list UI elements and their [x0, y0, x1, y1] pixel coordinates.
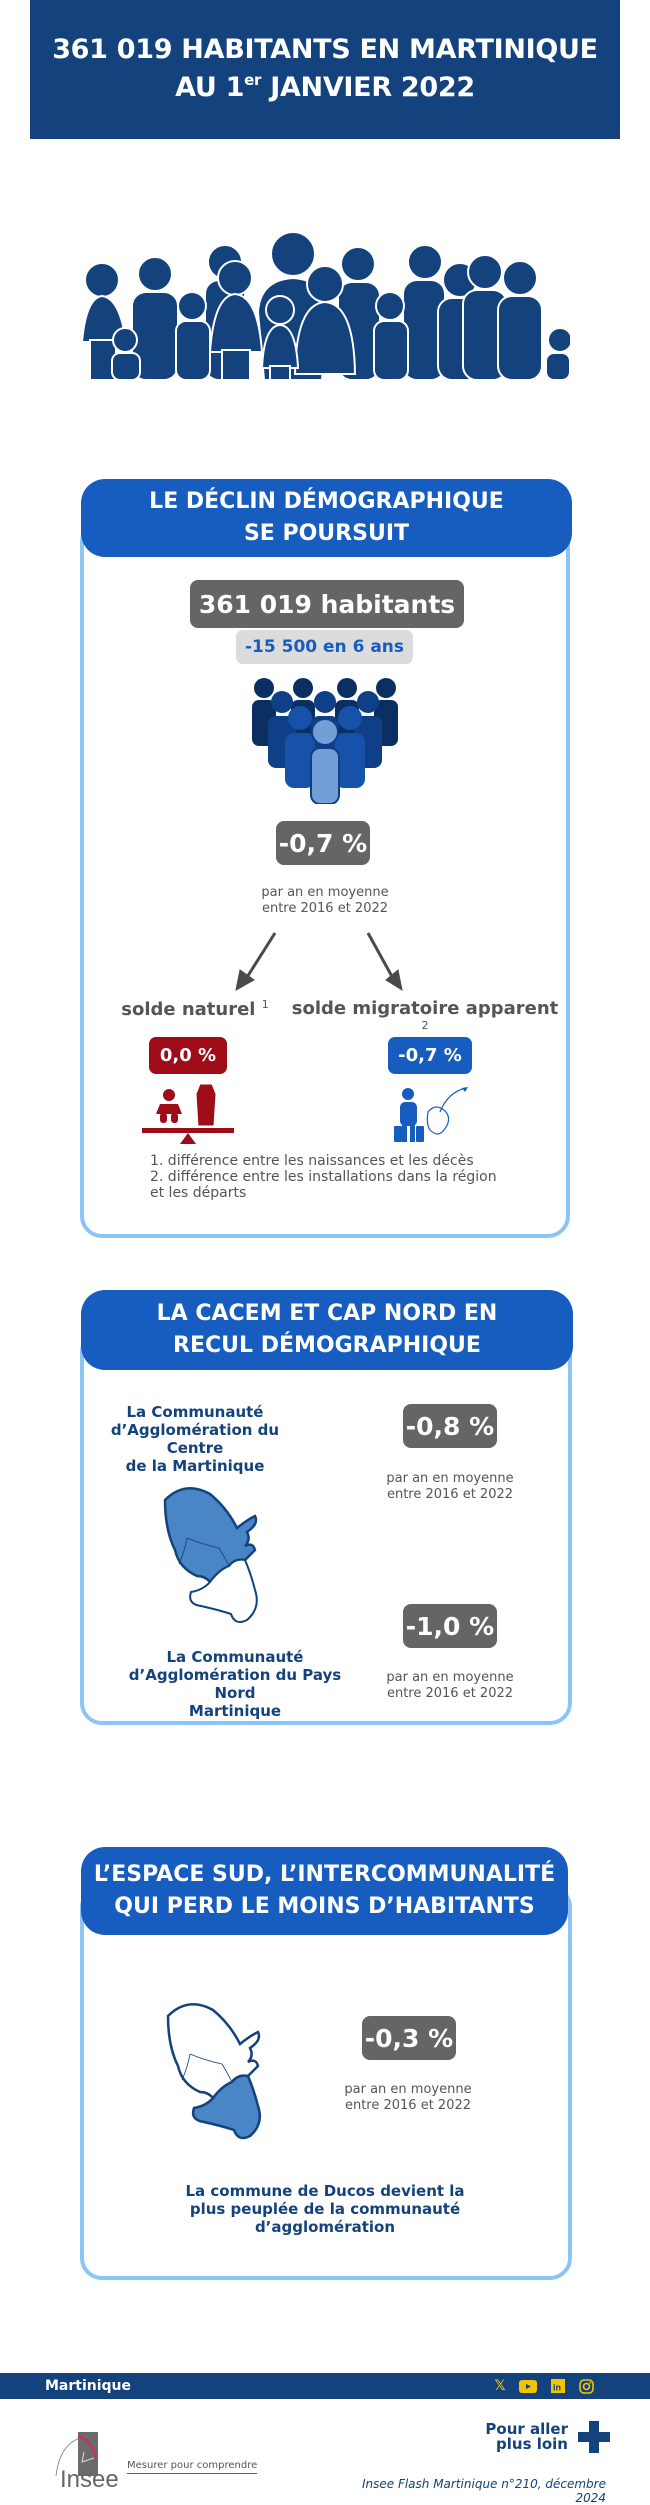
population-change-badge: -15 500 en 6 ans [236, 630, 413, 664]
cacem-rate-badge: -0,8 % [403, 1404, 497, 1448]
insee-tagline: Mesurer pour comprendre [127, 2460, 257, 2474]
youtube-icon[interactable] [519, 2377, 537, 2395]
espace-sud-rate-badge: -0,3 % [362, 2016, 456, 2060]
page-title-line1: 361 019 HABITANTS EN MARTINIQUE [52, 34, 598, 65]
insee-logo-text: Insee [60, 2466, 119, 2493]
cacem-rate-caption: par an en moyenne entre 2016 et 2022 [386, 1471, 514, 1502]
footer-region-bar [0, 2373, 650, 2399]
linkedin-icon[interactable] [549, 2377, 567, 2395]
capnord-name: La Communauté d’Agglomération du Pays Nord Martinique [128, 1648, 342, 1720]
capnord-rate-caption: par an en moyenne entre 2016 et 2022 [386, 1670, 514, 1701]
espace-sud-rate-caption: par an en moyenne entre 2016 et 2022 [344, 2082, 472, 2113]
footer-region-label: Martinique [45, 2378, 132, 2394]
x-icon[interactable]: 𝕏 [494, 2378, 506, 2394]
birth-death-balance-icon [142, 1082, 236, 1144]
natural-balance-badge: 0,0 % [149, 1037, 227, 1074]
migration-balance-label: solde migratoire apparent $^2$ [291, 998, 559, 1032]
population-group-icon [250, 676, 400, 804]
migration-icon [394, 1086, 474, 1144]
footnotes [150, 1153, 510, 1201]
natural-balance-label: solde naturel $^1$ [121, 998, 269, 1020]
section-2-title: LA CACEM ET CAP NORD EN RECUL DÉMOGRAPHIQUE [81, 1290, 573, 1370]
capnord-rate-badge: -1,0 % [403, 1604, 497, 1648]
publication-citation: Insee Flash Martinique n°210, décembre 2024 [361, 2477, 606, 2505]
footnote-2-cont: et les départs [150, 1185, 247, 1201]
page-title-banner [30, 0, 620, 139]
migration-balance-badge: -0,7 % [388, 1037, 472, 1074]
section-1-title: LE DÉCLIN DÉMOGRAPHIQUE SE POURSUIT [81, 479, 572, 557]
page-title-line2: AU 1er JANVIER 2022 [175, 71, 475, 103]
cacem-name: La Communauté d’Agglomération du Centre de la Martinique [110, 1403, 280, 1475]
plus-icon[interactable] [578, 2421, 610, 2453]
crowd-illustration-icon [80, 232, 570, 384]
annual-rate-badge: -0,7 % [276, 821, 370, 865]
instagram-icon[interactable] [577, 2377, 595, 2395]
martinique-map-south-icon [158, 1996, 288, 2146]
footnote-1: 1. différence entre les naissances et les décès [150, 1153, 474, 1169]
population-badge: 361 019 habitants [190, 580, 464, 628]
split-arrows-icon [230, 930, 410, 996]
further-reading-link[interactable]: Pour aller plus loin [485, 2420, 568, 2453]
footnote-2: 2. différence entre les installations dans la région [150, 1169, 497, 1185]
annual-rate-caption: par an en moyenne entre 2016 et 2022 [261, 885, 389, 916]
martinique-map-north-icon [155, 1480, 285, 1630]
ducos-highlight: La commune de Ducos devient la plus peuplée de la communauté d’agglomération [185, 2182, 465, 2236]
svg-text:in: in [553, 2382, 561, 2393]
section-3-title: L’ESPACE SUD, L’INTERCOMMUNALITÉ QUI PERD LE MOINS D’HABITANTS [81, 1847, 568, 1935]
